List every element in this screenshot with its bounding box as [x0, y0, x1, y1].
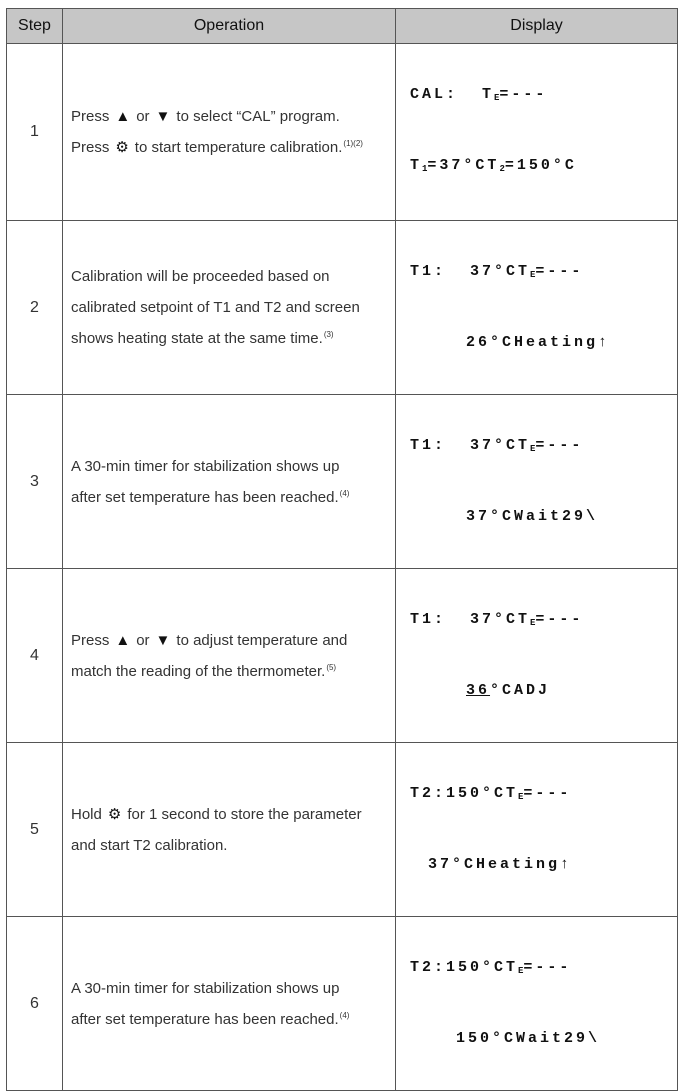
adjust-value: 36 [466, 682, 491, 699]
step-number: 3 [7, 395, 63, 569]
header-step: Step [7, 9, 63, 44]
display-line-2: 37°CWait29\ [466, 508, 599, 525]
footnote-ref: (4) [339, 488, 350, 498]
operation-cell: A 30-min timer for stabilization shows up after set temperature has been reached.$^{(4)}$ [63, 917, 396, 1091]
display-line-2: 36°CADJ [466, 682, 551, 699]
gear-icon: ⚙ [107, 805, 122, 823]
display-cell [396, 743, 678, 917]
step-number: 2 [7, 221, 63, 395]
operation-cell: A 30-min timer for stabilization shows up after set temperature has been reached.$^{(4)}$ [63, 395, 396, 569]
table-row [7, 395, 678, 569]
display-line-1: T1: $37^\circ CT_E=---$ [410, 263, 584, 280]
up-arrow-icon: ▲ [115, 631, 131, 649]
calibration-steps-table [6, 8, 678, 1091]
footnote-ref: (3) [323, 330, 334, 339]
up-arrow-icon: ▲ [115, 108, 131, 125]
display-line-2: 150°CWait29\ [456, 1030, 601, 1047]
display-line-1: $T2:150^\circ CT_E=---$ [410, 959, 572, 976]
step-number: 6 [7, 917, 63, 1091]
down-arrow-icon: ▼ [155, 631, 171, 649]
display-line-2: $T_1=37^\circ CT_2=150^\circ C$ [410, 157, 577, 174]
step-number: 4 [7, 569, 63, 743]
display-line-2: 37°CHeating↑ [428, 856, 573, 873]
display-line-2: 26°CHeating↑ [466, 334, 611, 351]
display-line-1: CAL: $T_E=---$ [410, 86, 548, 103]
step-number: 5 [7, 743, 63, 917]
display-cell [396, 395, 678, 569]
header-display: Display [396, 9, 678, 44]
footnote-ref: (4) [339, 1010, 350, 1020]
display-line-1: $T2:150^\circ CT_E=---$ [410, 785, 572, 802]
display-line-1: T1: $37^\circ CT_E=---$ [410, 611, 584, 628]
table-row [7, 569, 678, 743]
operation-cell: Calibration will be proceeded based on calibrated setpoint of T1 and T2 and screen shows heating state at the same time.$^{(3)}$ [63, 221, 396, 395]
operation-cell: Press ▲ or ▼ to select “CAL” program. Press ⚙ to start temperature calibration.$^{(1)(2)}$ [63, 44, 396, 221]
header-row [7, 9, 678, 44]
step-number: 1 [7, 44, 63, 221]
display-cell [396, 44, 678, 221]
operation-cell: Press ▲ or ▼ to adjust temperature and match the reading of the thermometer.$^{(5)}$ [63, 569, 396, 743]
display-cell [396, 221, 678, 395]
table-row [7, 221, 678, 395]
display-cell [396, 569, 678, 743]
header-operation: Operation [63, 9, 396, 44]
footnote-ref: (1)(2) [343, 139, 363, 148]
footnote-ref: (5) [326, 662, 337, 672]
table-row [7, 44, 678, 221]
down-arrow-icon: ▼ [155, 108, 171, 125]
display-line-1: T1: $37^\circ CT_E=---$ [410, 437, 584, 454]
table-row [7, 743, 678, 917]
gear-icon: ⚙ [115, 139, 129, 156]
table-row [7, 917, 678, 1091]
operation-cell: Hold ⚙ for 1 second to store the parameter and start T2 calibration. [63, 743, 396, 917]
display-cell [396, 917, 678, 1091]
